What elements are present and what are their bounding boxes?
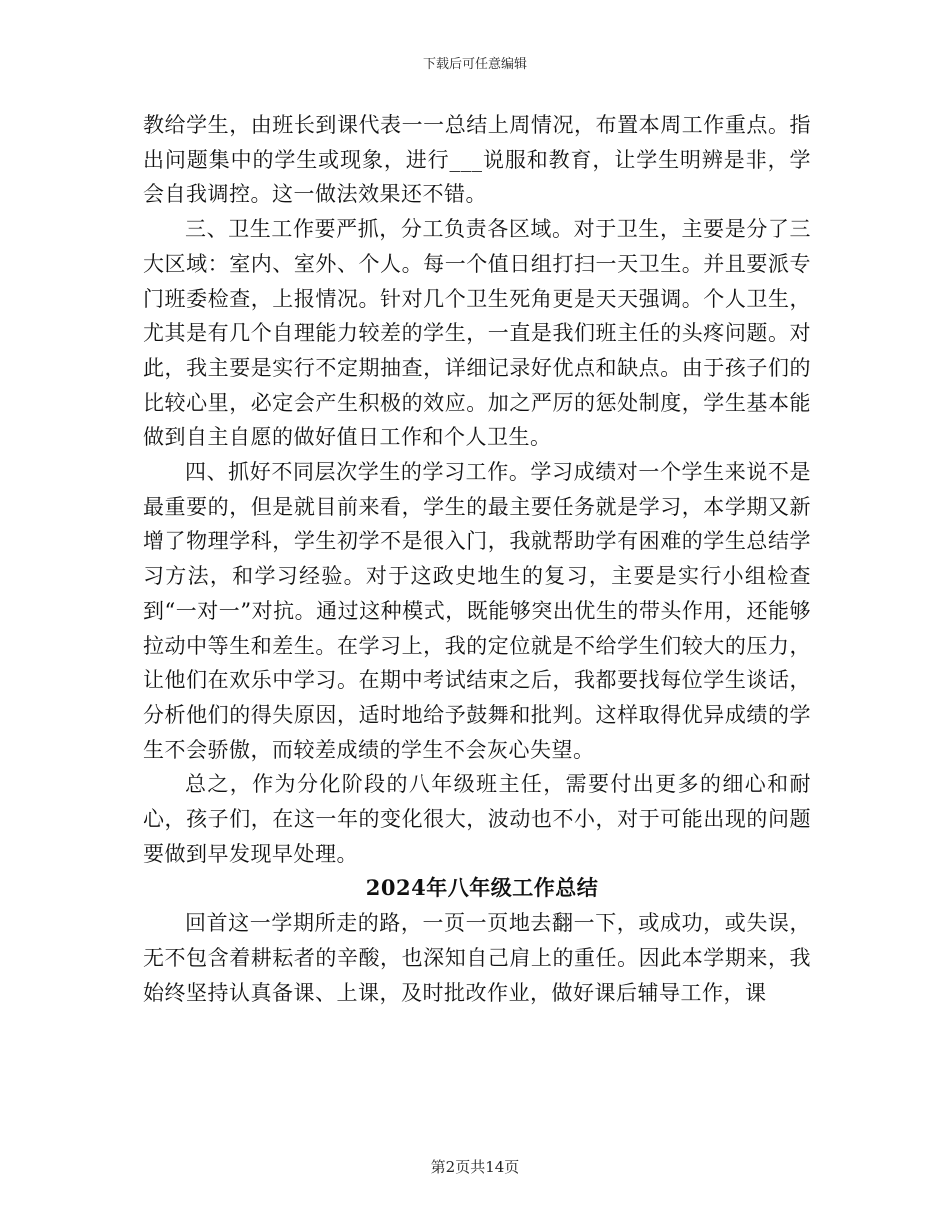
body-paragraph: 四、抓好不同层次学生的学习工作。学习成绩对一个学生来说不是最重要的，但是就目前来看，学生的最主要任务就是学习，本学期又新增了物理学科，学生初学不是很入门，我就帮助学有困难的学生总结学习方法，和学习经验。对于这政史地生的复习，主要是实行小组检查到“一对一”对抗。通过这种模式，既能够突出优生的带头作用，还能够拉动中等生和差生。在学习上，我的定位就是不给学生们较大的压力，让他们在欢乐中学习。在期中考试结束之后，我都要找每位学生谈话，分析他们的得失原因，适时地给予鼓舞和批判。这样取得优异成绩的学生不会骄傲，而较差成绩的学生不会灰心失望。	[143, 460, 811, 762]
section-title: 2024年八年级工作总结	[365, 875, 599, 901]
body-paragraph: 总之，作为分化阶段的八年级班主任，需要付出更多的细心和耐心，孩子们，在这一年的变化很大，波动也不小，对于可能出现的问题要做到早发现早处理。	[143, 772, 811, 866]
body-paragraph: 回首这一学期所走的路，一页一页地去翻一下，或成功，或失误，无不包含着耕耘者的辛酸，也深知自己肩上的重任。因此本学期来，我始终坚持认真备课、上课，及时批改作业，做好课后辅导工作，课	[143, 911, 811, 1005]
page-header: 下载后可任意编辑	[422, 57, 527, 72]
body-paragraph: 教给学生，由班长到课代表一一总结上周情况，布置本周工作重点。指出问题集中的学生或现象，进行___说服和教育，让学生明辨是非，学会自我调控。这一做法效果还不错。	[143, 113, 811, 207]
body-paragraph: 三、卫生工作要严抓，分工负责各区域。对于卫生，主要是分了三大区域：室内、室外、个人。每一个值日组打扫一天卫生。并且要派专门班委检查，上报情况。针对几个卫生死角更是天天强调。个人卫生，尤其是有几个自理能力较差的学生，一直是我们班主任的头疼问题。对此，我主要是实行不定期抽查，详细记录好优点和缺点。由于孩子们的比较心里，必定会产生积极的效应。加之严厉的惩处制度，学生基本能做到自主自愿的做好值日工作和个人卫生。	[143, 217, 811, 450]
document-body	[143, 108, 811, 1010]
page-footer: 第2页共14页	[430, 1158, 520, 1176]
